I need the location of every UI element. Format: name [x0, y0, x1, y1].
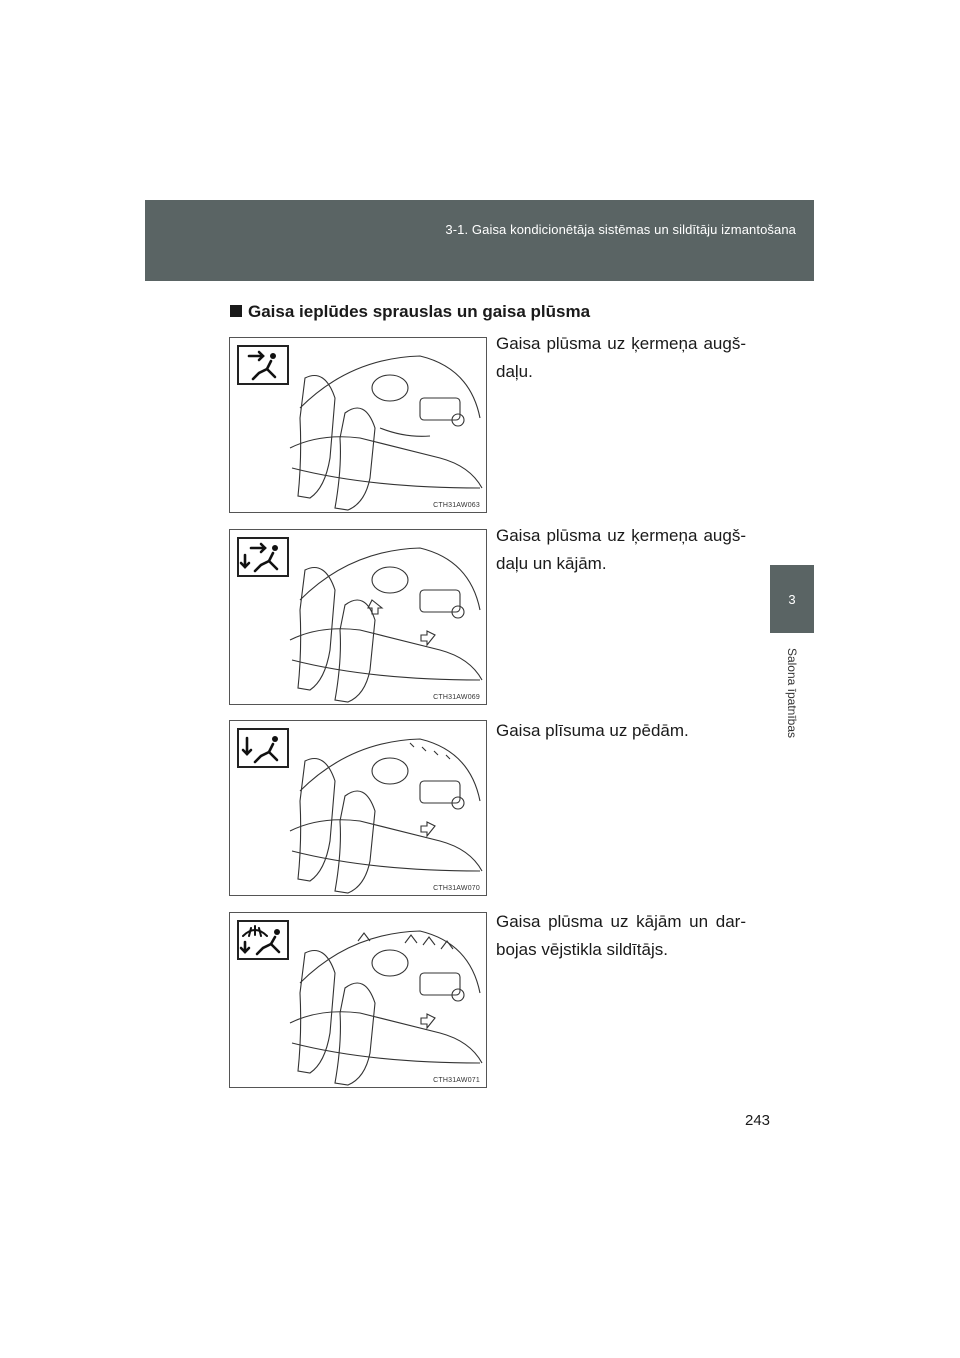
figure-bilevel-mode [229, 529, 487, 705]
mode-description: Gaisa plūsma uz ķermeņa augš-daļu. [496, 334, 746, 381]
figure-face-mode [229, 337, 487, 513]
chapter-tab [770, 633, 814, 753]
chapter-title: 3-1. Gaisa kondicionētāja sistēmas un sildītāju izmantošana [445, 222, 796, 237]
foot-defrost-vent-icon [237, 920, 289, 960]
figure-code: CTH31AW070 [433, 885, 480, 892]
figure-foot-mode [229, 720, 487, 896]
foot-vent-icon [237, 728, 289, 768]
page-number: 243 [745, 1112, 771, 1129]
chapter-tab-label: Salona īpatnības [785, 647, 800, 739]
mode-description: Gaisa plīsuma uz pēdām. [496, 721, 689, 740]
figure-code: CTH31AW063 [433, 502, 480, 509]
face-vent-icon [237, 345, 289, 385]
chapter-tab-number: 3 [770, 565, 814, 633]
chapter-header [145, 200, 814, 281]
square-bullet-icon [230, 305, 242, 317]
figure-foot-defrost-mode [229, 912, 487, 1088]
mode-description: Gaisa plūsma uz ķermeņa augš-daļu un kājām. [496, 526, 746, 573]
figure-code: CTH31AW069 [433, 694, 480, 701]
mode-description: Gaisa plūsma uz kājām un dar-bojas vējstikla sildītājs. [496, 912, 746, 959]
section-heading [230, 302, 590, 322]
section-title: Gaisa ieplūdes sprauslas un gaisa plūsma [248, 302, 591, 321]
figure-code: CTH31AW071 [433, 1077, 480, 1084]
bi-level-vent-icon [237, 537, 289, 577]
